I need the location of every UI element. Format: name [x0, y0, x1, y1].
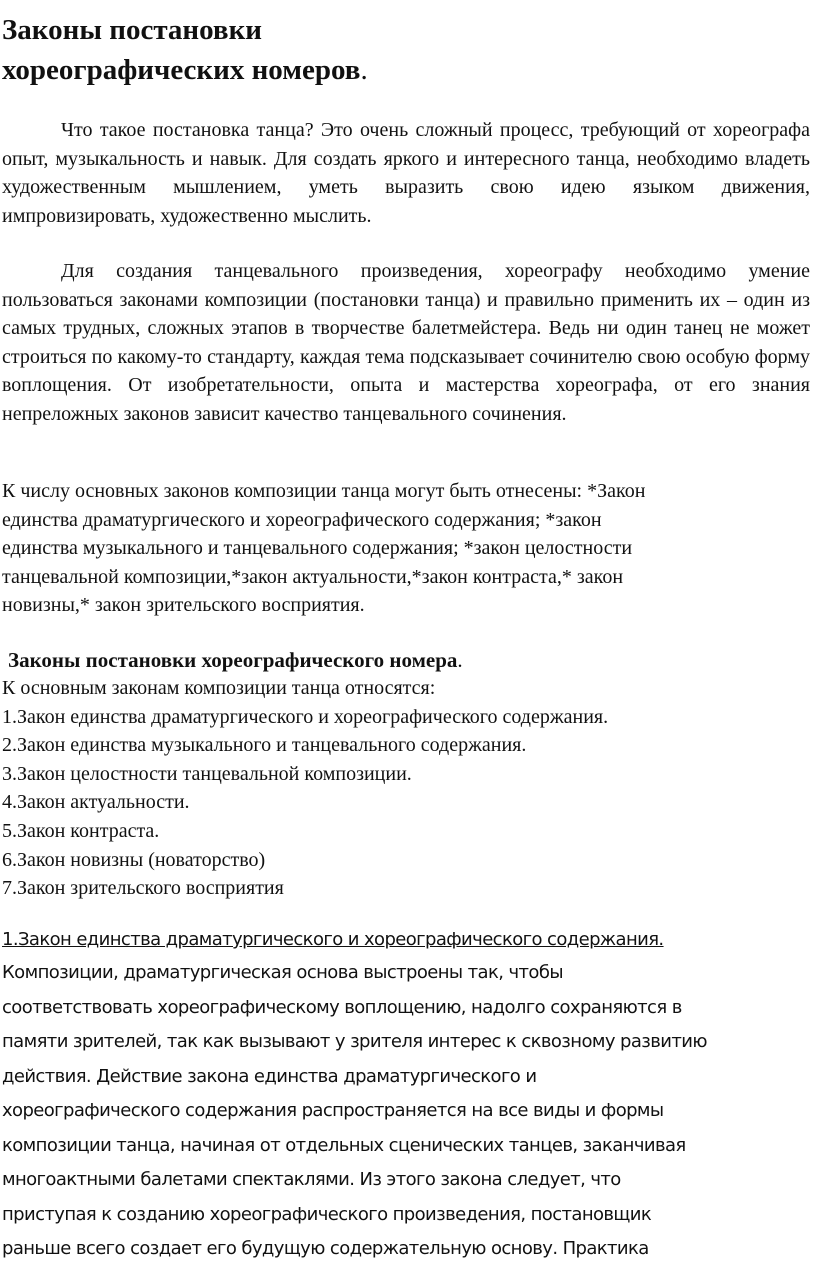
intro-paragraph-1: Что такое постановка танца? Это очень сложный процесс, требующий от хореографа опыт, музыкальность и навык. Для создать яркого и интересного танца, необходимо владеть художественным мышлением, уметь выразить свою идею языком движения, импровизировать, художественно мыслить.	[2, 119, 810, 227]
laws-overview-line: единства драматургического и хореографического содержания; *закон	[2, 508, 602, 531]
laws-overview-line: танцевальной композиции,*закон актуальности,*закон контраста,* закон	[2, 565, 624, 588]
list-item: 4.Закон актуальности.	[2, 791, 190, 814]
list-item: 3.Закон целостности танцевальной композиции.	[2, 762, 412, 785]
law-1-line: многоактными балетами спектаклями. Из этого закона следует, что	[2, 1169, 621, 1190]
intro-paragraph-2: Для создания танцевального произведения, хореографу необходимо умение пользоваться законами композиции (постановки танца) и правильно применить их – один из самых трудных, сложных этапов в творчестве балетмейстера. Ведь ни один танец не может строиться по какому-то стандарту, каждая тема подсказывает сочинителю свою особую форму воплощения. От изобретательности, опыта и мастерства хореографа, от его знания непреложных законов зависит качество танцевального сочинения.	[2, 260, 810, 425]
law-1-line: действия. Действие закона единства драматургического и	[2, 1065, 537, 1087]
law-1-line: раньше всего создает его будущую содержательную основу. Практика	[2, 1238, 649, 1259]
list-item: 2.Закон единства музыкального и танцевального содержания.	[2, 734, 527, 757]
laws-overview-paragraph	[2, 477, 802, 620]
laws-overview-line: единства музыкального и танцевального содержания; *закон целостности	[2, 537, 633, 560]
laws-list	[2, 703, 802, 903]
law-1-line: приступая к созданию хореографического произведения, постановщик	[2, 1203, 652, 1225]
law-1-heading: 1.Закон единства драматургического и хореографического содержания.	[2, 929, 664, 950]
law-1-line: памяти зрителей, так как вызывают у зрителя интерес к сквозному развитию	[2, 1031, 707, 1052]
section-heading-text: Законы постановки хореографического номера	[8, 648, 458, 672]
law-1-paragraph	[2, 956, 812, 1267]
document-title	[2, 10, 802, 90]
list-item: 5.Закон контраста.	[2, 819, 160, 842]
law-1-line: соответствовать хореографическому воплощению, надолго сохраняются в	[2, 996, 682, 1018]
law-1-line: Композиции, драматургическая основа выстроены так, чтобы	[2, 962, 563, 983]
list-item: 7.Закон зрительского восприятия	[2, 877, 284, 900]
law-1-line: композиции танца, начиная от отдельных сценических танцев, заканчивая	[2, 1134, 686, 1156]
law-1-line: хореографического содержания распространяется на все виды и формы	[2, 1100, 664, 1121]
section-heading	[8, 646, 798, 674]
list-item: 1.Закон единства драматургического и хореографического содержания.	[2, 705, 609, 728]
laws-overview-line: новизны,* закон зрительского восприятия.	[2, 594, 365, 617]
title-line-1: Законы постановки	[2, 14, 262, 46]
section-heading-dot: .	[457, 648, 463, 672]
title-line-2: хореографических номеров	[2, 54, 361, 86]
laws-list-intro: К основным законам композиции танца относятся:	[2, 677, 436, 699]
title-dot: .	[360, 54, 368, 86]
list-item: 6.Закон новизны (новаторство)	[2, 848, 266, 871]
laws-overview-line: К числу основных законов композиции танца могут быть отнесены: *Закон	[2, 480, 646, 502]
